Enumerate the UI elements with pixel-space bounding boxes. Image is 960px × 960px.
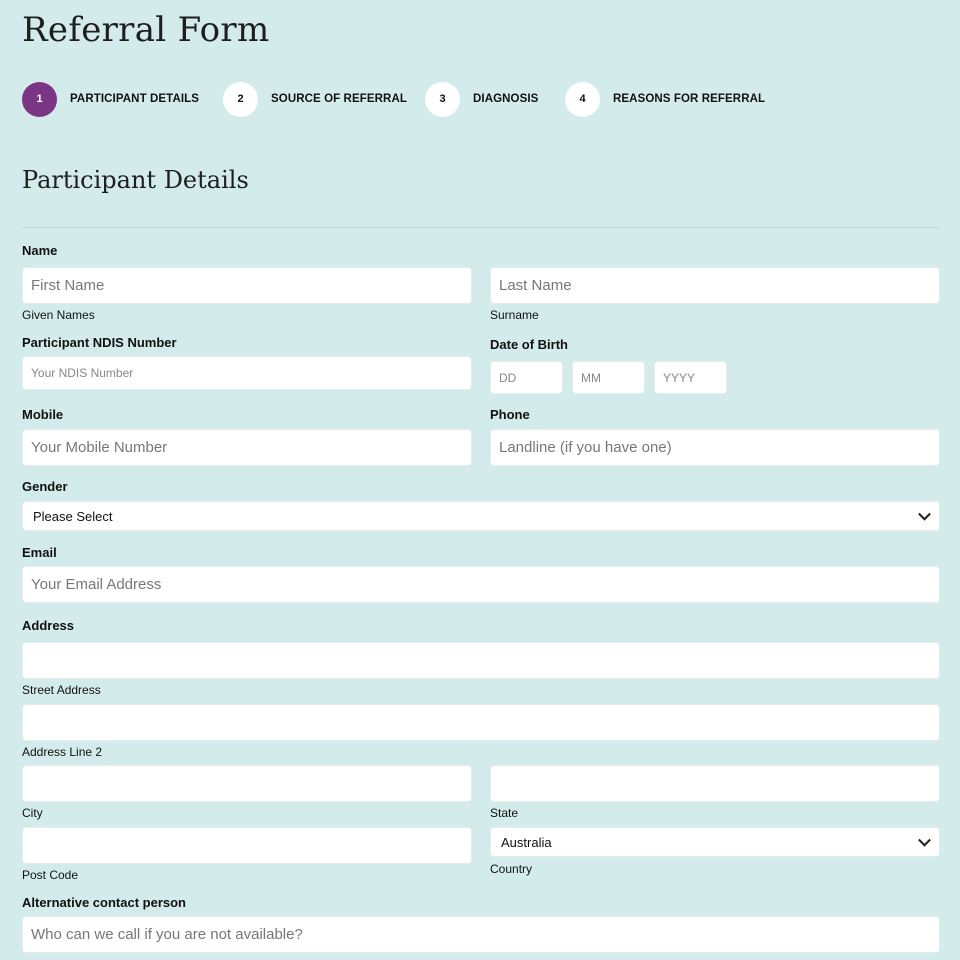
ndis-number-input[interactable] <box>22 356 472 390</box>
chevron-down-icon <box>918 834 931 847</box>
address-line2-input[interactable] <box>22 704 940 741</box>
gender-selected-value: Please Select <box>33 508 113 524</box>
date-of-birth-label: Date of Birth <box>490 337 568 352</box>
given-names-sublabel: Given Names <box>22 308 95 322</box>
step-label: REASONS FOR REFERRAL <box>613 93 766 105</box>
alternative-contact-label: Alternative contact person <box>22 895 186 910</box>
state-input[interactable] <box>490 765 940 802</box>
dob-month-input[interactable] <box>572 361 645 394</box>
address-label: Address <box>22 618 75 633</box>
step-number: 4 <box>565 82 600 117</box>
street-address-input[interactable] <box>22 642 940 679</box>
mobile-input[interactable] <box>22 429 472 466</box>
state-sublabel: State <box>490 806 519 820</box>
step-participant-details[interactable] <box>22 81 199 117</box>
step-label: DIAGNOSIS <box>473 93 539 105</box>
section-title: Participant Details <box>22 166 249 194</box>
country-sublabel: Country <box>490 862 533 876</box>
alternative-contact-input[interactable] <box>22 916 940 953</box>
phone-input[interactable] <box>490 429 940 466</box>
dob-year-input[interactable] <box>654 361 727 394</box>
step-number: 3 <box>425 82 460 117</box>
city-input[interactable] <box>22 765 472 802</box>
step-label: SOURCE OF REFERRAL <box>271 93 407 105</box>
street-address-sublabel: Street Address <box>22 683 101 697</box>
page-title: Referral Form <box>22 10 270 50</box>
phone-label: Phone <box>490 407 530 422</box>
dob-day-input[interactable] <box>490 361 563 394</box>
step-diagnosis[interactable] <box>425 81 538 117</box>
section-divider <box>22 227 940 228</box>
email-label: Email <box>22 545 57 560</box>
mobile-label: Mobile <box>22 407 64 422</box>
address-line2-sublabel: Address Line 2 <box>22 745 103 759</box>
last-name-input[interactable] <box>490 267 940 304</box>
city-sublabel: City <box>22 806 43 820</box>
chevron-down-icon <box>918 508 931 521</box>
step-source-of-referral[interactable] <box>223 81 407 117</box>
name-label: Name <box>22 243 58 258</box>
surname-sublabel: Surname <box>490 308 539 322</box>
first-name-input[interactable] <box>22 267 472 304</box>
gender-label: Gender <box>22 479 68 494</box>
step-number: 1 <box>22 82 57 117</box>
post-code-input[interactable] <box>22 827 472 864</box>
step-number: 2 <box>223 82 258 117</box>
country-select[interactable] <box>490 827 940 857</box>
email-input[interactable] <box>22 566 940 603</box>
country-selected-value: Australia <box>501 834 552 850</box>
step-reasons-for-referral[interactable] <box>565 81 765 117</box>
step-label: PARTICIPANT DETAILS <box>70 93 200 105</box>
post-code-sublabel: Post Code <box>22 868 79 882</box>
gender-select[interactable] <box>22 501 940 531</box>
ndis-number-label: Participant NDIS Number <box>22 335 177 350</box>
